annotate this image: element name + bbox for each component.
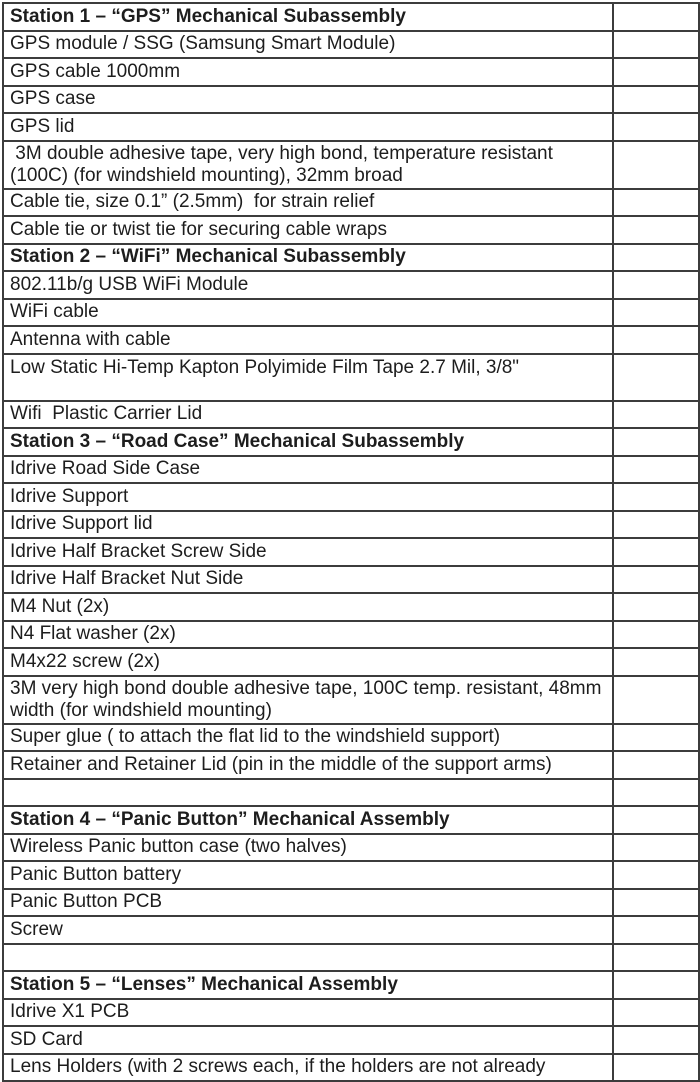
table-row xyxy=(3,189,699,217)
section-header-row xyxy=(3,806,699,834)
check-cell xyxy=(613,428,699,456)
part-name-cell: 3M very high bond double adhesive tape, 100C temp. resistant, 48mm width (for windshield mounting) xyxy=(3,676,613,724)
table-row xyxy=(3,86,699,114)
part-name-cell: Idrive X1 PCB xyxy=(3,999,613,1027)
section-header-cell: Station 5 – “Lenses” Mechanical Assembly xyxy=(3,971,613,999)
table-row xyxy=(3,889,699,917)
check-cell xyxy=(613,216,699,244)
part-name-cell: Super glue ( to attach the flat lid to the windshield support) xyxy=(3,724,613,752)
check-cell xyxy=(613,141,699,189)
check-cell xyxy=(613,889,699,917)
table-row xyxy=(3,538,699,566)
check-cell xyxy=(613,354,699,401)
part-name-cell: Panic Button battery xyxy=(3,861,613,889)
check-cell xyxy=(613,621,699,649)
table-row xyxy=(3,401,699,429)
part-name-cell: Idrive Half Bracket Nut Side xyxy=(3,566,613,594)
part-name-cell: N4 Flat washer (2x) xyxy=(3,621,613,649)
table-row xyxy=(3,271,699,299)
check-cell xyxy=(613,593,699,621)
check-cell xyxy=(613,999,699,1027)
part-name-cell: Idrive Road Side Case xyxy=(3,456,613,484)
table-row xyxy=(3,511,699,539)
check-cell xyxy=(613,483,699,511)
part-name-cell: GPS case xyxy=(3,86,613,114)
table-row xyxy=(3,326,699,354)
table-row xyxy=(3,483,699,511)
table-row xyxy=(3,593,699,621)
check-cell xyxy=(613,538,699,566)
check-cell xyxy=(613,58,699,86)
table-row xyxy=(3,648,699,676)
check-cell xyxy=(613,751,699,779)
part-name-cell: WiFi cable xyxy=(3,299,613,327)
table-body xyxy=(3,3,699,1081)
table-row xyxy=(3,566,699,594)
part-name-cell: Panic Button PCB xyxy=(3,889,613,917)
table-row xyxy=(3,141,699,189)
check-cell xyxy=(613,299,699,327)
table-row xyxy=(3,1026,699,1054)
part-name-cell: 802.11b/g USB WiFi Module xyxy=(3,271,613,299)
check-cell xyxy=(613,3,699,31)
table-row xyxy=(3,58,699,86)
table-row xyxy=(3,621,699,649)
part-name-cell: 3M double adhesive tape, very high bond, temperature resistant (100C) (for windshield mounting), 32mm broad xyxy=(3,141,613,189)
check-cell xyxy=(613,724,699,752)
part-name-cell xyxy=(3,944,613,972)
check-cell xyxy=(613,861,699,889)
table-row xyxy=(3,861,699,889)
table-row xyxy=(3,216,699,244)
part-name-cell: Retainer and Retainer Lid (pin in the middle of the support arms) xyxy=(3,751,613,779)
part-name-cell: Screw xyxy=(3,916,613,944)
check-cell xyxy=(613,244,699,272)
section-header-cell: Station 2 – “WiFi” Mechanical Subassembly xyxy=(3,244,613,272)
spacer-row xyxy=(3,944,699,972)
check-cell xyxy=(613,566,699,594)
table-row xyxy=(3,1054,699,1082)
table-row xyxy=(3,724,699,752)
part-name-cell: GPS module / SSG (Samsung Smart Module) xyxy=(3,31,613,59)
table-row xyxy=(3,31,699,59)
part-name-cell: Idrive Support xyxy=(3,483,613,511)
check-cell xyxy=(613,271,699,299)
table-row xyxy=(3,834,699,862)
section-header-row xyxy=(3,428,699,456)
check-cell xyxy=(613,1026,699,1054)
part-name-cell: Idrive Support lid xyxy=(3,511,613,539)
section-header-cell: Station 1 – “GPS” Mechanical Subassembly xyxy=(3,3,613,31)
part-name-cell xyxy=(3,779,613,807)
part-name-cell: GPS cable 1000mm xyxy=(3,58,613,86)
part-name-cell: Idrive Half Bracket Screw Side xyxy=(3,538,613,566)
check-cell xyxy=(613,31,699,59)
part-name-cell: GPS lid xyxy=(3,113,613,141)
section-header-cell: Station 4 – “Panic Button” Mechanical Assembly xyxy=(3,806,613,834)
table-row xyxy=(3,299,699,327)
check-cell xyxy=(613,113,699,141)
check-cell xyxy=(613,834,699,862)
section-header-row xyxy=(3,244,699,272)
table-row xyxy=(3,456,699,484)
check-cell xyxy=(613,648,699,676)
check-cell xyxy=(613,944,699,972)
table-row xyxy=(3,751,699,779)
part-name-cell: SD Card xyxy=(3,1026,613,1054)
table-row xyxy=(3,999,699,1027)
check-cell xyxy=(613,916,699,944)
table-row xyxy=(3,113,699,141)
section-header-cell: Station 3 – “Road Case” Mechanical Subassembly xyxy=(3,428,613,456)
check-cell xyxy=(613,456,699,484)
check-cell xyxy=(613,1054,699,1082)
table-row xyxy=(3,354,699,401)
check-cell xyxy=(613,86,699,114)
part-name-cell: Wifi Plastic Carrier Lid xyxy=(3,401,613,429)
part-name-cell: Low Static Hi-Temp Kapton Polyimide Film Tape 2.7 Mil, 3/8" xyxy=(3,354,613,401)
table-row xyxy=(3,916,699,944)
part-name-cell: M4 Nut (2x) xyxy=(3,593,613,621)
section-header-row xyxy=(3,971,699,999)
spacer-row xyxy=(3,779,699,807)
check-cell xyxy=(613,511,699,539)
check-cell xyxy=(613,676,699,724)
part-name-cell: Cable tie, size 0.1” (2.5mm) for strain relief xyxy=(3,189,613,217)
check-cell xyxy=(613,971,699,999)
part-name-cell: Wireless Panic button case (two halves) xyxy=(3,834,613,862)
part-name-cell: Antenna with cable xyxy=(3,326,613,354)
part-name-cell: Lens Holders (with 2 screws each, if the holders are not already xyxy=(3,1054,613,1082)
parts-checklist-table xyxy=(2,2,700,1082)
check-cell xyxy=(613,401,699,429)
part-name-cell: M4x22 screw (2x) xyxy=(3,648,613,676)
check-cell xyxy=(613,806,699,834)
table-row xyxy=(3,676,699,724)
part-name-cell: Cable tie or twist tie for securing cable wraps xyxy=(3,216,613,244)
check-cell xyxy=(613,326,699,354)
section-header-row xyxy=(3,3,699,31)
check-cell xyxy=(613,189,699,217)
check-cell xyxy=(613,779,699,807)
